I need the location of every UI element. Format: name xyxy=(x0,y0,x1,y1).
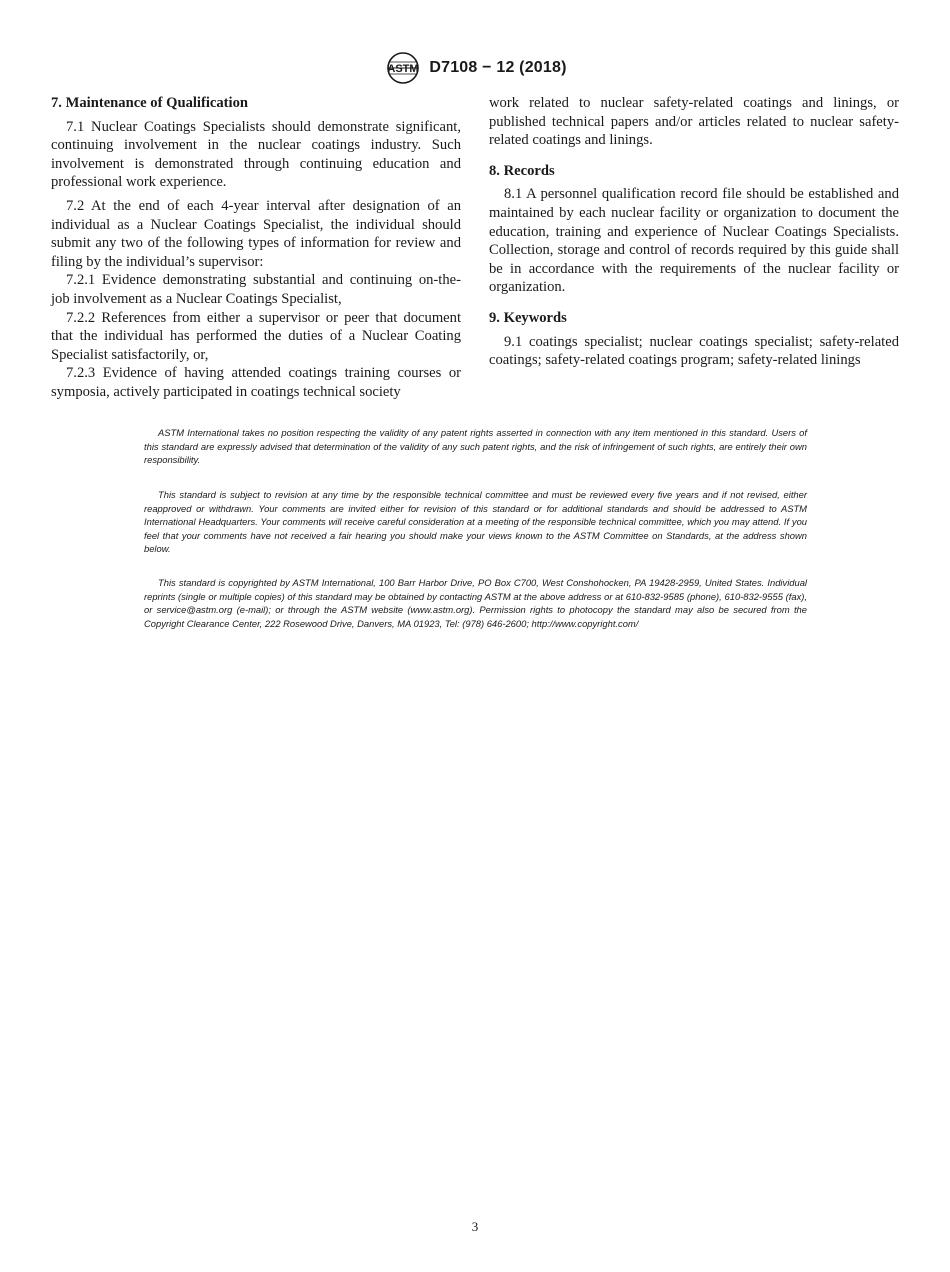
paragraph-7-2-1: 7.2.1 Evidence demonstrating substantial and continuing on-the-job involvement as a Nuclear Coatings Specialist, xyxy=(51,272,461,307)
astm-logo-icon xyxy=(383,51,423,85)
paragraph-7-2: 7.2 At the end of each 4-year interval after designation of an individual as a Nuclear Coatings Specialist, the individual should submit any two of the following types of information for review and filing by the individual’s supervisor: xyxy=(51,197,461,270)
page-number: 3 xyxy=(471,1219,479,1234)
paragraph-7-1: 7.1 Nuclear Coatings Specialists should demonstrate significant, continuing involvement in the nuclear coatings industry. Such involvement is demonstrated through continuing education and professional work experience. xyxy=(51,118,461,191)
copyright-notice: This standard is copyrighted by ASTM International, 100 Barr Harbor Drive, PO Box C700, West Conshohocken, PA 19428-2959, United States. Individual reprints (single or multiple copies) of this standard may be obtained by contacting ASTM at the above address or at 610-832-9585 (phone), 610-832-9555 (fax), or service@astm.org (e-mail); or through the ASTM website (www.astm.org). Permission rights to photocopy the standard may also be secured from the Copyright Clearance Center, 222 Rosewood Drive, Danvers, MA 01923, Tel: (978) 646-2600; http://www.copyright.com/ xyxy=(144,577,807,629)
section-9-heading: 9. Keywords xyxy=(489,309,567,326)
section-8-heading: 8. Records xyxy=(489,162,555,179)
revision-notice: This standard is subject to revision at any time by the responsible technical committee and must be reviewed every five years and if not revised, either reapproved or withdrawn. Your comments are invited either for revision of this standard or for additional standards and should be addressed to ASTM International Headquarters. Your comments will receive careful consideration at a meeting of the responsible technical committee, which you may attend. If you feel that your comments have not received a fair hearing you should make your views known to the ASTM Committee on Standards, at the address shown below. xyxy=(144,489,807,554)
standard-designation: D7108 − 12 (2018) xyxy=(429,59,567,76)
right-column xyxy=(489,94,899,370)
page-header xyxy=(0,50,950,86)
section-7-heading: 7. Maintenance of Qualification xyxy=(51,95,249,111)
paragraph-7-2-2: 7.2.2 References from either a supervisor or peer that document that the individual has performed the duties of a Nuclear Coating Specialist satisfactorily, or, xyxy=(51,309,461,363)
patent-notice: ASTM International takes no position respecting the validity of any patent rights asserted in connection with any item mentioned in this standard. Users of this standard are expressly advised that determination of the validity of any such patent rights, and the risk of infringement of such rights, are entirely their own responsibility. xyxy=(144,427,807,465)
paragraph-8-1: 8.1 A personnel qualification record file should be established and maintained by each nuclear facility or organization to document the education, training and experience of Nuclear Coatings Specialists. Collection, storage and control of records required by this guide shall be in accordance with the requirements of the nuclear facility or organization. xyxy=(489,186,899,296)
paragraph-9-1: 9.1 coatings specialist; nuclear coatings specialist; safety-related coatings; safety-related coatings program; safety-related linings xyxy=(489,333,899,369)
paragraph-7-2-3: 7.2.3 Evidence of having attended coatings training courses or symposia, actively participated in coatings technical society xyxy=(51,365,461,400)
left-column xyxy=(51,94,461,402)
svg-text:ASTM: ASTM xyxy=(387,63,419,75)
paragraph-7-2-3-continued: work related to nuclear safety-related coatings and linings, or published technical papers and/or articles related to nuclear safety-related coatings and linings. xyxy=(489,95,899,149)
